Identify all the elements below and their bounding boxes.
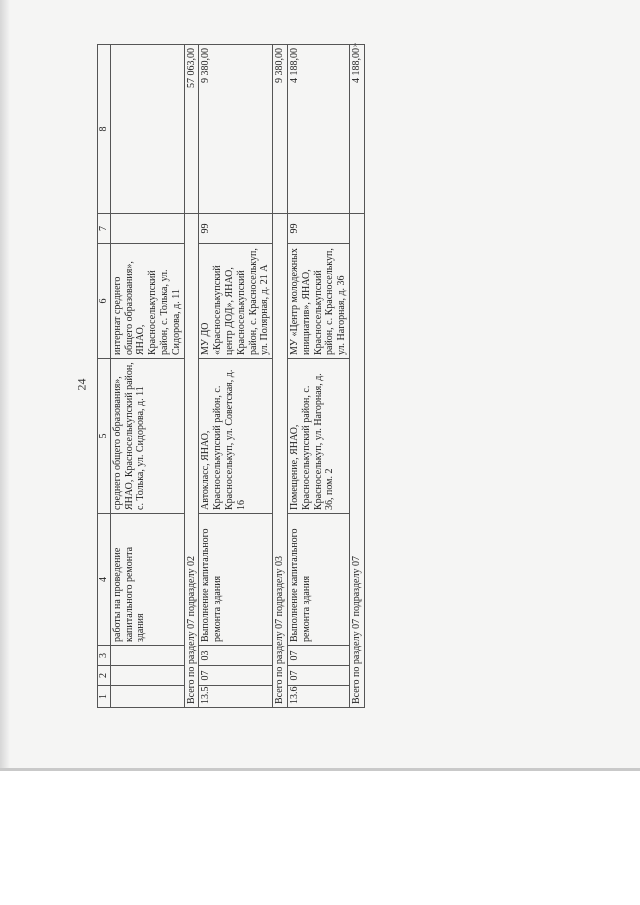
amount-cell: 4 188,00 xyxy=(287,45,349,214)
subtotal-amount: 9 380,00 xyxy=(273,45,288,214)
subtotal-row xyxy=(184,45,199,708)
subtotal-row xyxy=(349,45,364,708)
amount-cell: 9 380,00 xyxy=(199,45,273,214)
section-code: 07 xyxy=(287,666,349,686)
address-cell: Помещение, ЯНАО, Красноселькупский район, с. Красноселькуп, ул. Нагорная, д. 36, пом. 2 xyxy=(287,359,349,514)
address-cell: Автокласс, ЯНАО, Красноселькупский район, с. Красноселькуп, ул. Советская, д. 16 xyxy=(199,359,273,514)
address-cell: среднего общего образования», ЯНАО, Красноселькупский район, с. Толька, ул. Сидорова, д. 11 xyxy=(110,359,184,514)
subtotal-amount: 4 188,00 xyxy=(349,45,364,214)
work-cell: Выполнение капитального ремонта здания xyxy=(287,514,349,646)
table-row xyxy=(110,45,184,708)
header-row xyxy=(98,45,111,708)
scan-shadow xyxy=(0,0,10,770)
work-cell: Выполнение капитального ремонта здания xyxy=(199,514,273,646)
institution-cell: интернат среднего общего образования», ЯНАО, Красноселькупский район, с. Толька, ул. Сидорова, д. 11 xyxy=(110,244,184,359)
code-cell: 99 xyxy=(287,214,349,244)
row-number: 13.6 xyxy=(287,686,349,708)
header-cell: 1 xyxy=(98,686,111,708)
subsection-code: 03 xyxy=(199,646,273,666)
subtotal-row xyxy=(273,45,288,708)
subsection-code: 07 xyxy=(287,646,349,666)
table-row xyxy=(287,45,349,708)
subtotal-label: Всего по разделу 07 подразделу 03 xyxy=(273,214,288,708)
subtotal-label: Всего по разделу 07 подразделу 02 xyxy=(184,214,199,708)
header-cell: 8 xyxy=(98,45,111,214)
header-cell: 7 xyxy=(98,214,111,244)
budget-table xyxy=(97,44,365,708)
corner-mark: » xyxy=(349,42,360,48)
subtotal-label: Всего по разделу 07 подразделу 07 xyxy=(349,214,364,708)
section-code: 07 xyxy=(199,666,273,686)
page-number: 24 xyxy=(74,378,89,391)
subtotal-amount: 57 063,00 xyxy=(184,45,199,214)
header-cell: 5 xyxy=(98,359,111,514)
row-number: 13.5 xyxy=(199,686,273,708)
header-cell: 6 xyxy=(98,244,111,359)
institution-cell: МУ ДО «Красноселькупский центр ДОД», ЯНАО, Красноселькупский район, с. Красноселькуп, ул. Полярная, д. 21 А xyxy=(199,244,273,359)
table-row xyxy=(199,45,273,708)
code-cell: 99 xyxy=(199,214,273,244)
work-cell: работы на проведение капитального ремонта здания xyxy=(110,514,184,646)
institution-cell: МУ «Центр молодежных инициатив», ЯНАО, Красноселькупский район, с. Красноселькуп, ул. Нагорная, д. 36 xyxy=(287,244,349,359)
rotated-table-wrapper xyxy=(97,45,362,708)
header-cell: 3 xyxy=(98,646,111,666)
header-cell: 4 xyxy=(98,514,111,646)
scan-edge xyxy=(0,768,640,771)
header-cell: 2 xyxy=(98,666,111,686)
